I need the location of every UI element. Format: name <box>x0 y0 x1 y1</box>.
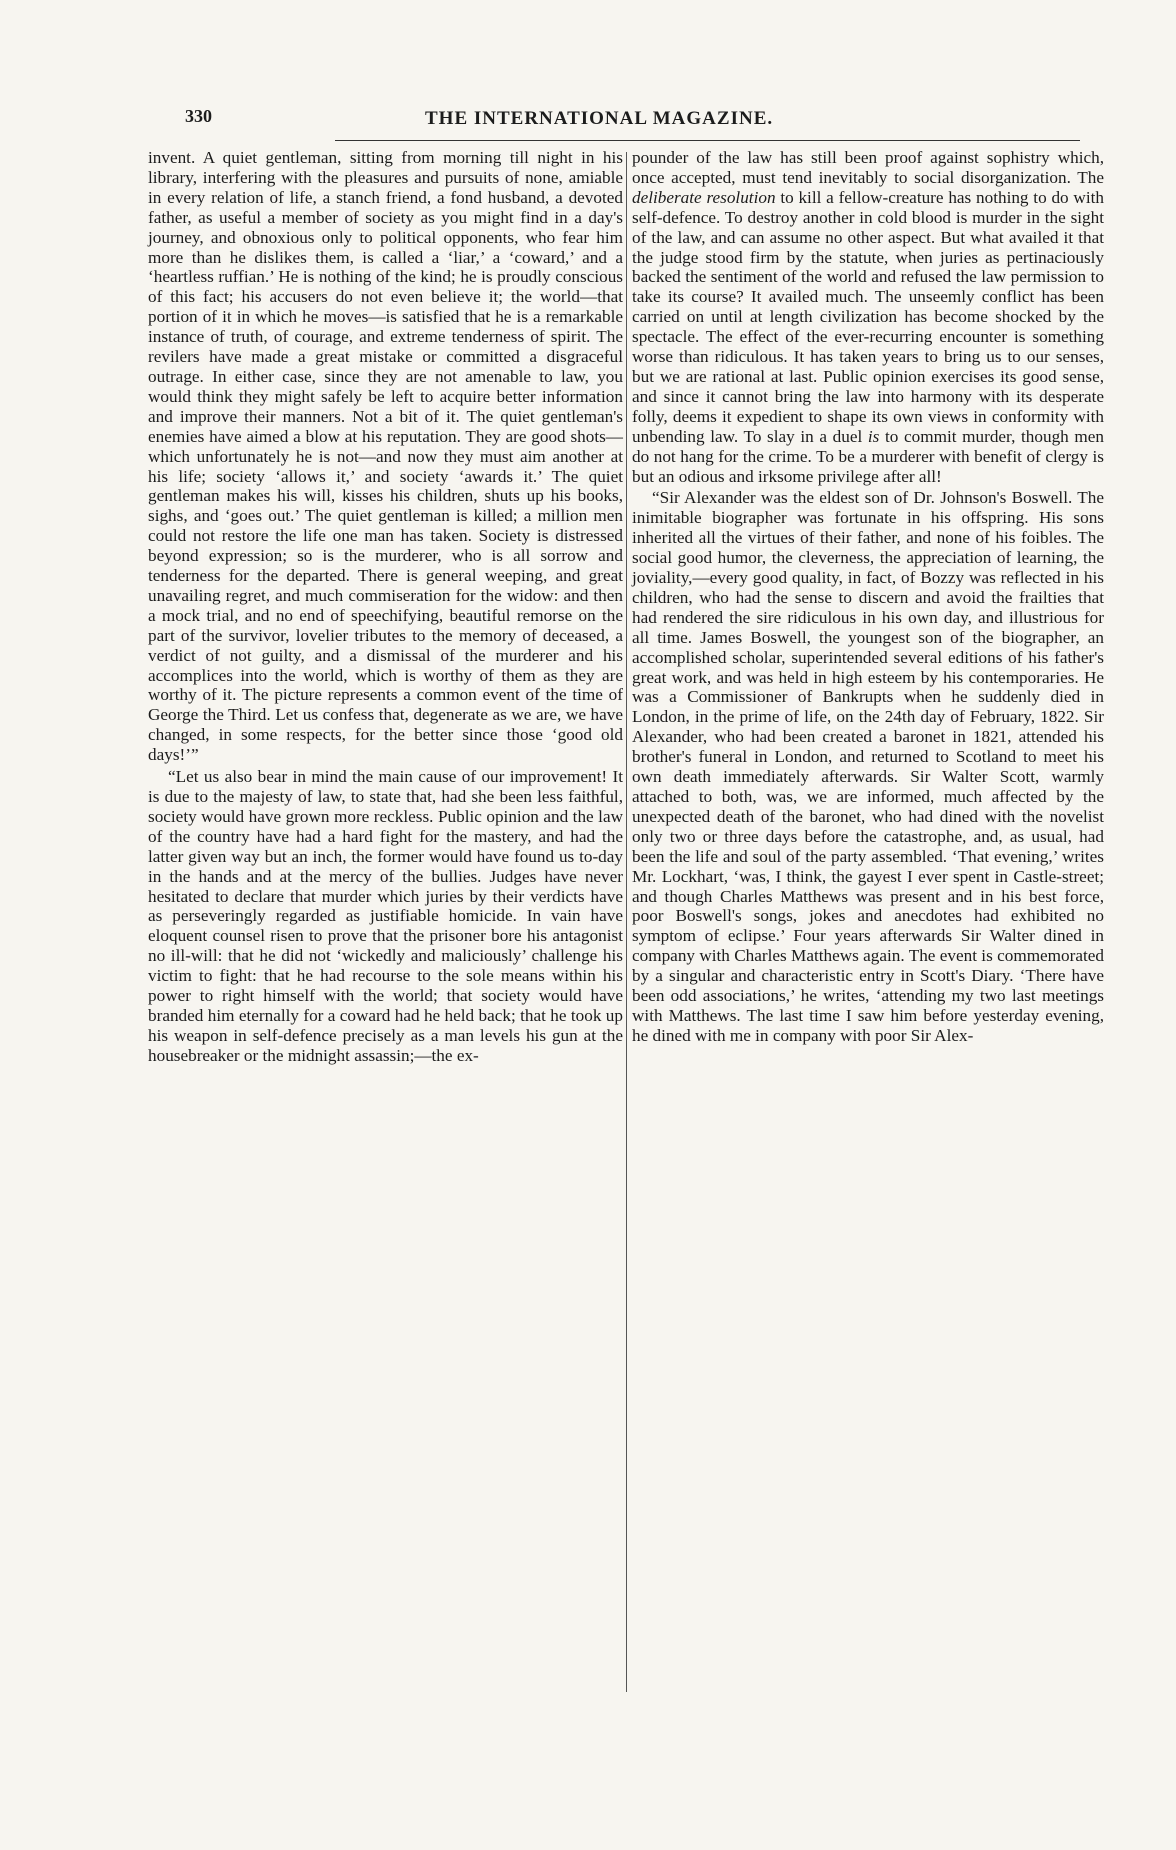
right-paragraph-1-emphasis: deliberate resolution <box>632 187 776 207</box>
right-paragraph-1-text-c: to commit murder, though men do not hang for the crime. To be a murderer with benefit of clergy is but an odious and irksome privilege after all! <box>632 426 1104 486</box>
left-paragraph-1: invent. A quiet gentleman, sitting from morning till night in his library, interfering with the pleasures and pursuits of none, amiable in every relation of life, a stanch friend, a fond husband, a devoted father, as useful a member of society as you might find in a day's journey, and obnoxious only to political opponents, who fear him more than he dislikes them, is called a ‘liar,’ a ‘coward,’ and a ‘heartless ruffian.’ He is nothing of the kind; he is proudly conscious of this fact; his accusers do not even believe it; the world—that portion of it in which he moves—is satisfied that he is a remarkable instance of truth, of courage, and extreme tenderness of spirit. The revilers have made a great mistake or committed a disgraceful outrage. In either case, since they are not amenable to law, you would think they might safely be left to acquire better information and improve their manners. Not a bit of it. The quiet gentleman's enemies have aimed a blow at his reputation. They are good shots—which unfortunately he is not—and now they must aim another at his life; society ‘allows it,’ and society ‘awards it.’ The quiet gentleman makes his will, kisses his children, shuts up his books, sighs, and ‘goes out.’ The quiet gentleman is killed; a million men could not restore the life one man has taken. Society is distressed beyond expression; so is the murderer, who is all sorrow and tenderness for the departed. There is general weeping, and great unavailing regret, and much commiseration for the widow: and then a mock trial, and no end of speechifying, beautiful remorse on the part of the survivor, lovelier tributes to the memory of deceased, a verdict of not guilty, and a dismissal of the murderer and his accomplices into the world, which is worthy of them as they are worthy of it. The picture represents a common event of the time of George the Third. Let us confess that, degenerate as we are, we have changed, in some respects, for the better since those ‘good old days!’” <box>148 148 623 765</box>
running-title: THE INTERNATIONAL MAGAZINE. <box>425 108 774 129</box>
right-paragraph-1-text-b: to kill a fellow-creature has nothing to do with self-defence. To destroy another in cold blood is murder in the sight of the law, and can assume no other aspect. But what availed it that the judge stood firm by the statute, when juries as pertinaciously backed the sentiment of the world and refused the law permission to take its course? It availed much. The unseemly conflict has been carried on until at length civilization has become shocked by the spectacle. The effect of the ever-recurring encounter is something worse than ridiculous. It has taken years to bring us to our senses, but we are rational at last. Public opinion exercises its good sense, and since it cannot bring the law into harmony with its desperate folly, deems it expedient to shape its own views in conformity with unbending law. To slay in a duel <box>632 187 1104 446</box>
right-paragraph-1 <box>632 148 1104 486</box>
right-column <box>632 148 1104 1708</box>
left-column <box>148 148 623 1708</box>
right-paragraph-2: “Sir Alexander was the eldest son of Dr. Johnson's Boswell. The inimitable biographer was fortunate in his offspring. His sons inherited all the virtues of their father, and none of his foibles. The social good humor, the cleverness, the appreciation of learning, the joviality,—every good quality, in fact, of Bozzy was reflected in his children, who had the sense to discern and avoid the frailties that had rendered the sire ridiculous in his own day, and illustrious for all time. James Boswell, the youngest son of the biographer, an accomplished scholar, superintended several editions of his father's great work, and was held in high esteem by his contemporaries. He was a Commissioner of Bankrupts when he suddenly died in London, in the prime of life, on the 24th day of February, 1822. Sir Alexander, who had been created a baronet in 1821, attended his brother's funeral in London, and returned to Scotland to meet his own death immediately afterwards. Sir Walter Scott, warmly attached to both, was, we are informed, much affected by the unexpected death of the baronet, who had dined with the novelist only two or three days before the catastrophe, and, as usual, had been the life and soul of the party assembled. ‘That evening,’ writes Mr. Lockhart, ‘was, I think, the gayest I ever spent in Castle-street; and though Charles Matthews was present and in his best force, poor Boswell's songs, jokes and anecdotes had exhibited no symptom of eclipse.’ Four years afterwards Sir Walter dined in company with Charles Matthews again. The event is commemorated by a singular and characteristic entry in Scott's Diary. ‘There have been odd associations,’ he writes, ‘attending my two last meetings with Matthews. The last time I saw him before yesterday evening, he dined with me in company with poor Sir Alex- <box>632 488 1104 1045</box>
column-divider <box>626 152 627 1692</box>
page-number: 330 <box>185 106 212 126</box>
page-header <box>185 102 1080 142</box>
right-paragraph-1-emphasis-2: is <box>867 426 880 446</box>
header-rule <box>335 140 1080 141</box>
right-paragraph-1-text-a: pounder of the law has still been proof against sophistry which, once accepted, must tend inevitably to social disorganization. The <box>632 148 1104 187</box>
left-paragraph-2: “Let us also bear in mind the main cause of our improvement! It is due to the majesty of law, to state that, had she been less faithful, society would have grown more reckless. Public opinion and the law of the country have had a hard fight for the mastery, and had the latter given way but an inch, the former would have found us to-day in the hands and at the mercy of the bullies. Judges have never hesitated to declare that murder which juries by their verdicts have as perseveringly regarded as justifiable homicide. In vain have eloquent counsel risen to prove that the prisoner bore his antagonist no ill-will: that he did not ‘wickedly and maliciously’ challenge his victim to fight: that he had recourse to the sole means within his power to right himself with the world; that society would have branded him eternally for a coward had he held back; that he took up his weapon in self-defence precisely as a man levels his gun at the housebreaker or the midnight assassin;—the ex- <box>148 767 623 1065</box>
